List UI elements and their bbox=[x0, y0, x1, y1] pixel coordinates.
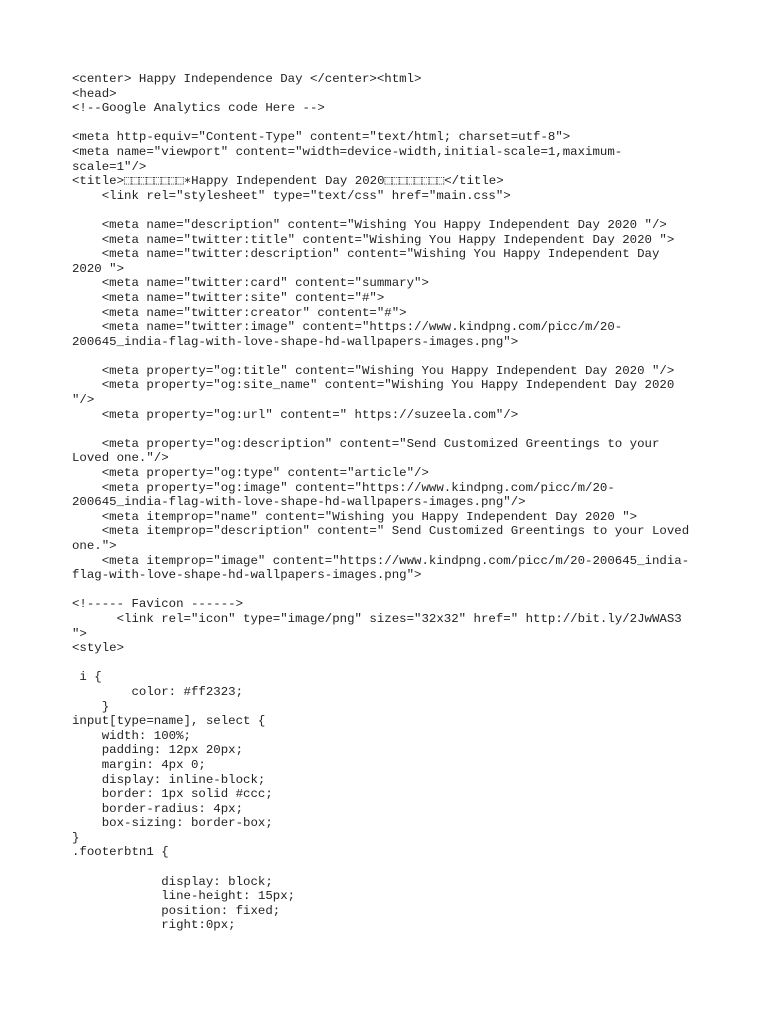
code-line: <meta property="og:description" content="Send Customized Greentings to your bbox=[72, 436, 660, 451]
code-line: box-sizing: border-box; bbox=[72, 816, 273, 831]
code-line bbox=[72, 203, 712, 218]
code-line: <meta itemprop="description" content=" Send Customized Greentings to your Loved bbox=[72, 524, 690, 539]
code-line: <meta itemprop="name" content="Wishing you Happy Independent Day 2020 "> bbox=[72, 509, 638, 524]
code-line: Loved one."/> bbox=[72, 451, 169, 466]
code-line: border-radius: 4px; bbox=[72, 801, 244, 816]
code-line: width: 100%; bbox=[72, 728, 191, 743]
code-line: <link rel="stylesheet" type="text/css" href="main.css"> bbox=[72, 188, 511, 203]
code-line: line-height: 15px; bbox=[72, 889, 296, 904]
code-line: } bbox=[72, 830, 80, 845]
code-line: <meta property="og:url" content=" https://suzeela.com"/> bbox=[72, 407, 519, 422]
code-line: "> bbox=[72, 626, 87, 641]
code-line bbox=[72, 860, 712, 875]
code-line: <meta name="twitter:title" content="Wishing You Happy Independent Day 2020 "> bbox=[72, 232, 675, 247]
code-line: <meta itemprop="image" content="https://www.kindpng.com/picc/m/20-200645_india- bbox=[72, 553, 690, 568]
code-line: display: inline-block; bbox=[72, 772, 266, 787]
code-line: "/> bbox=[72, 393, 95, 408]
code-line: <title>⬚⬚⬚⬚⬚⬚⬚⬚∗Happy Independent Day 2020⬚⬚⬚⬚⬚⬚⬚⬚</title> bbox=[72, 174, 504, 189]
code-line: 200645_india-flag-with-love-shape-hd-wallpapers-images.png"> bbox=[72, 334, 519, 349]
code-line: position: fixed; bbox=[72, 903, 281, 918]
code-line: <meta name="twitter:creator" content="#"> bbox=[72, 305, 407, 320]
code-line: } bbox=[72, 699, 110, 714]
code-line: <meta name="twitter:description" content="Wishing You Happy Independent Day bbox=[72, 247, 660, 262]
code-line bbox=[72, 116, 712, 131]
code-line: <head> bbox=[72, 86, 117, 101]
code-line: one."> bbox=[72, 539, 117, 553]
code-line: .footerbtn1 { bbox=[72, 845, 169, 860]
code-line: <center> Happy Independence Day </center><html> bbox=[72, 72, 422, 86]
code-line: margin: 4px 0; bbox=[72, 757, 206, 772]
code-line: 2020 "> bbox=[72, 261, 125, 276]
code-line: <meta http-equiv="Content-Type" content="text/html; charset=utf-8"> bbox=[72, 130, 571, 145]
code-line: <!--Google Analytics code Here --> bbox=[72, 101, 325, 116]
code-line: <meta name="twitter:image" content="https://www.kindpng.com/picc/m/20- bbox=[72, 320, 623, 335]
code-line bbox=[72, 583, 712, 598]
code-line: <meta property="og:type" content="article"/> bbox=[72, 466, 429, 481]
code-line bbox=[72, 656, 712, 671]
code-line: flag-with-love-shape-hd-wallpapers-images.png"> bbox=[72, 568, 422, 583]
code-line: <meta name="twitter:site" content="#"> bbox=[72, 290, 385, 305]
code-line: color: #ff2323; bbox=[72, 684, 244, 699]
code-line: 200645_india-flag-with-love-shape-hd-wallpapers-images.png"/> bbox=[72, 495, 526, 510]
code-line: <meta property="og:image" content="https://www.kindpng.com/picc/m/20- bbox=[72, 480, 615, 495]
code-line bbox=[72, 422, 712, 437]
code-line: <meta name="twitter:card" content="summary"> bbox=[72, 276, 429, 291]
code-line: input[type=name], select { bbox=[72, 714, 266, 729]
code-line: right:0px; bbox=[72, 918, 236, 933]
code-line: display: block; bbox=[72, 874, 273, 889]
source-code-text bbox=[72, 72, 712, 933]
code-line: scale=1"/> bbox=[72, 159, 147, 174]
code-line: i { bbox=[72, 670, 102, 685]
code-line: <meta name="viewport" content="width=device-width,initial-scale=1,maximum- bbox=[72, 144, 623, 159]
code-line: padding: 12px 20px; bbox=[72, 743, 244, 758]
code-line: <meta property="og:site_name" content="Wishing You Happy Independent Day 2020 bbox=[72, 378, 675, 393]
code-line: <link rel="icon" type="image/png" sizes="32x32" href=" http://bit.ly/2JwWAS3 bbox=[72, 611, 682, 626]
code-line: <meta property="og:title" content="Wishing You Happy Independent Day 2020 "/> bbox=[72, 363, 675, 378]
code-line bbox=[72, 349, 712, 364]
code-line: <meta name="description" content="Wishing You Happy Independent Day 2020 "/> bbox=[72, 217, 667, 232]
code-line: <!----- Favicon ------> bbox=[72, 597, 244, 612]
code-line: <style> bbox=[72, 641, 125, 656]
code-line: border: 1px solid #ccc; bbox=[72, 787, 273, 802]
